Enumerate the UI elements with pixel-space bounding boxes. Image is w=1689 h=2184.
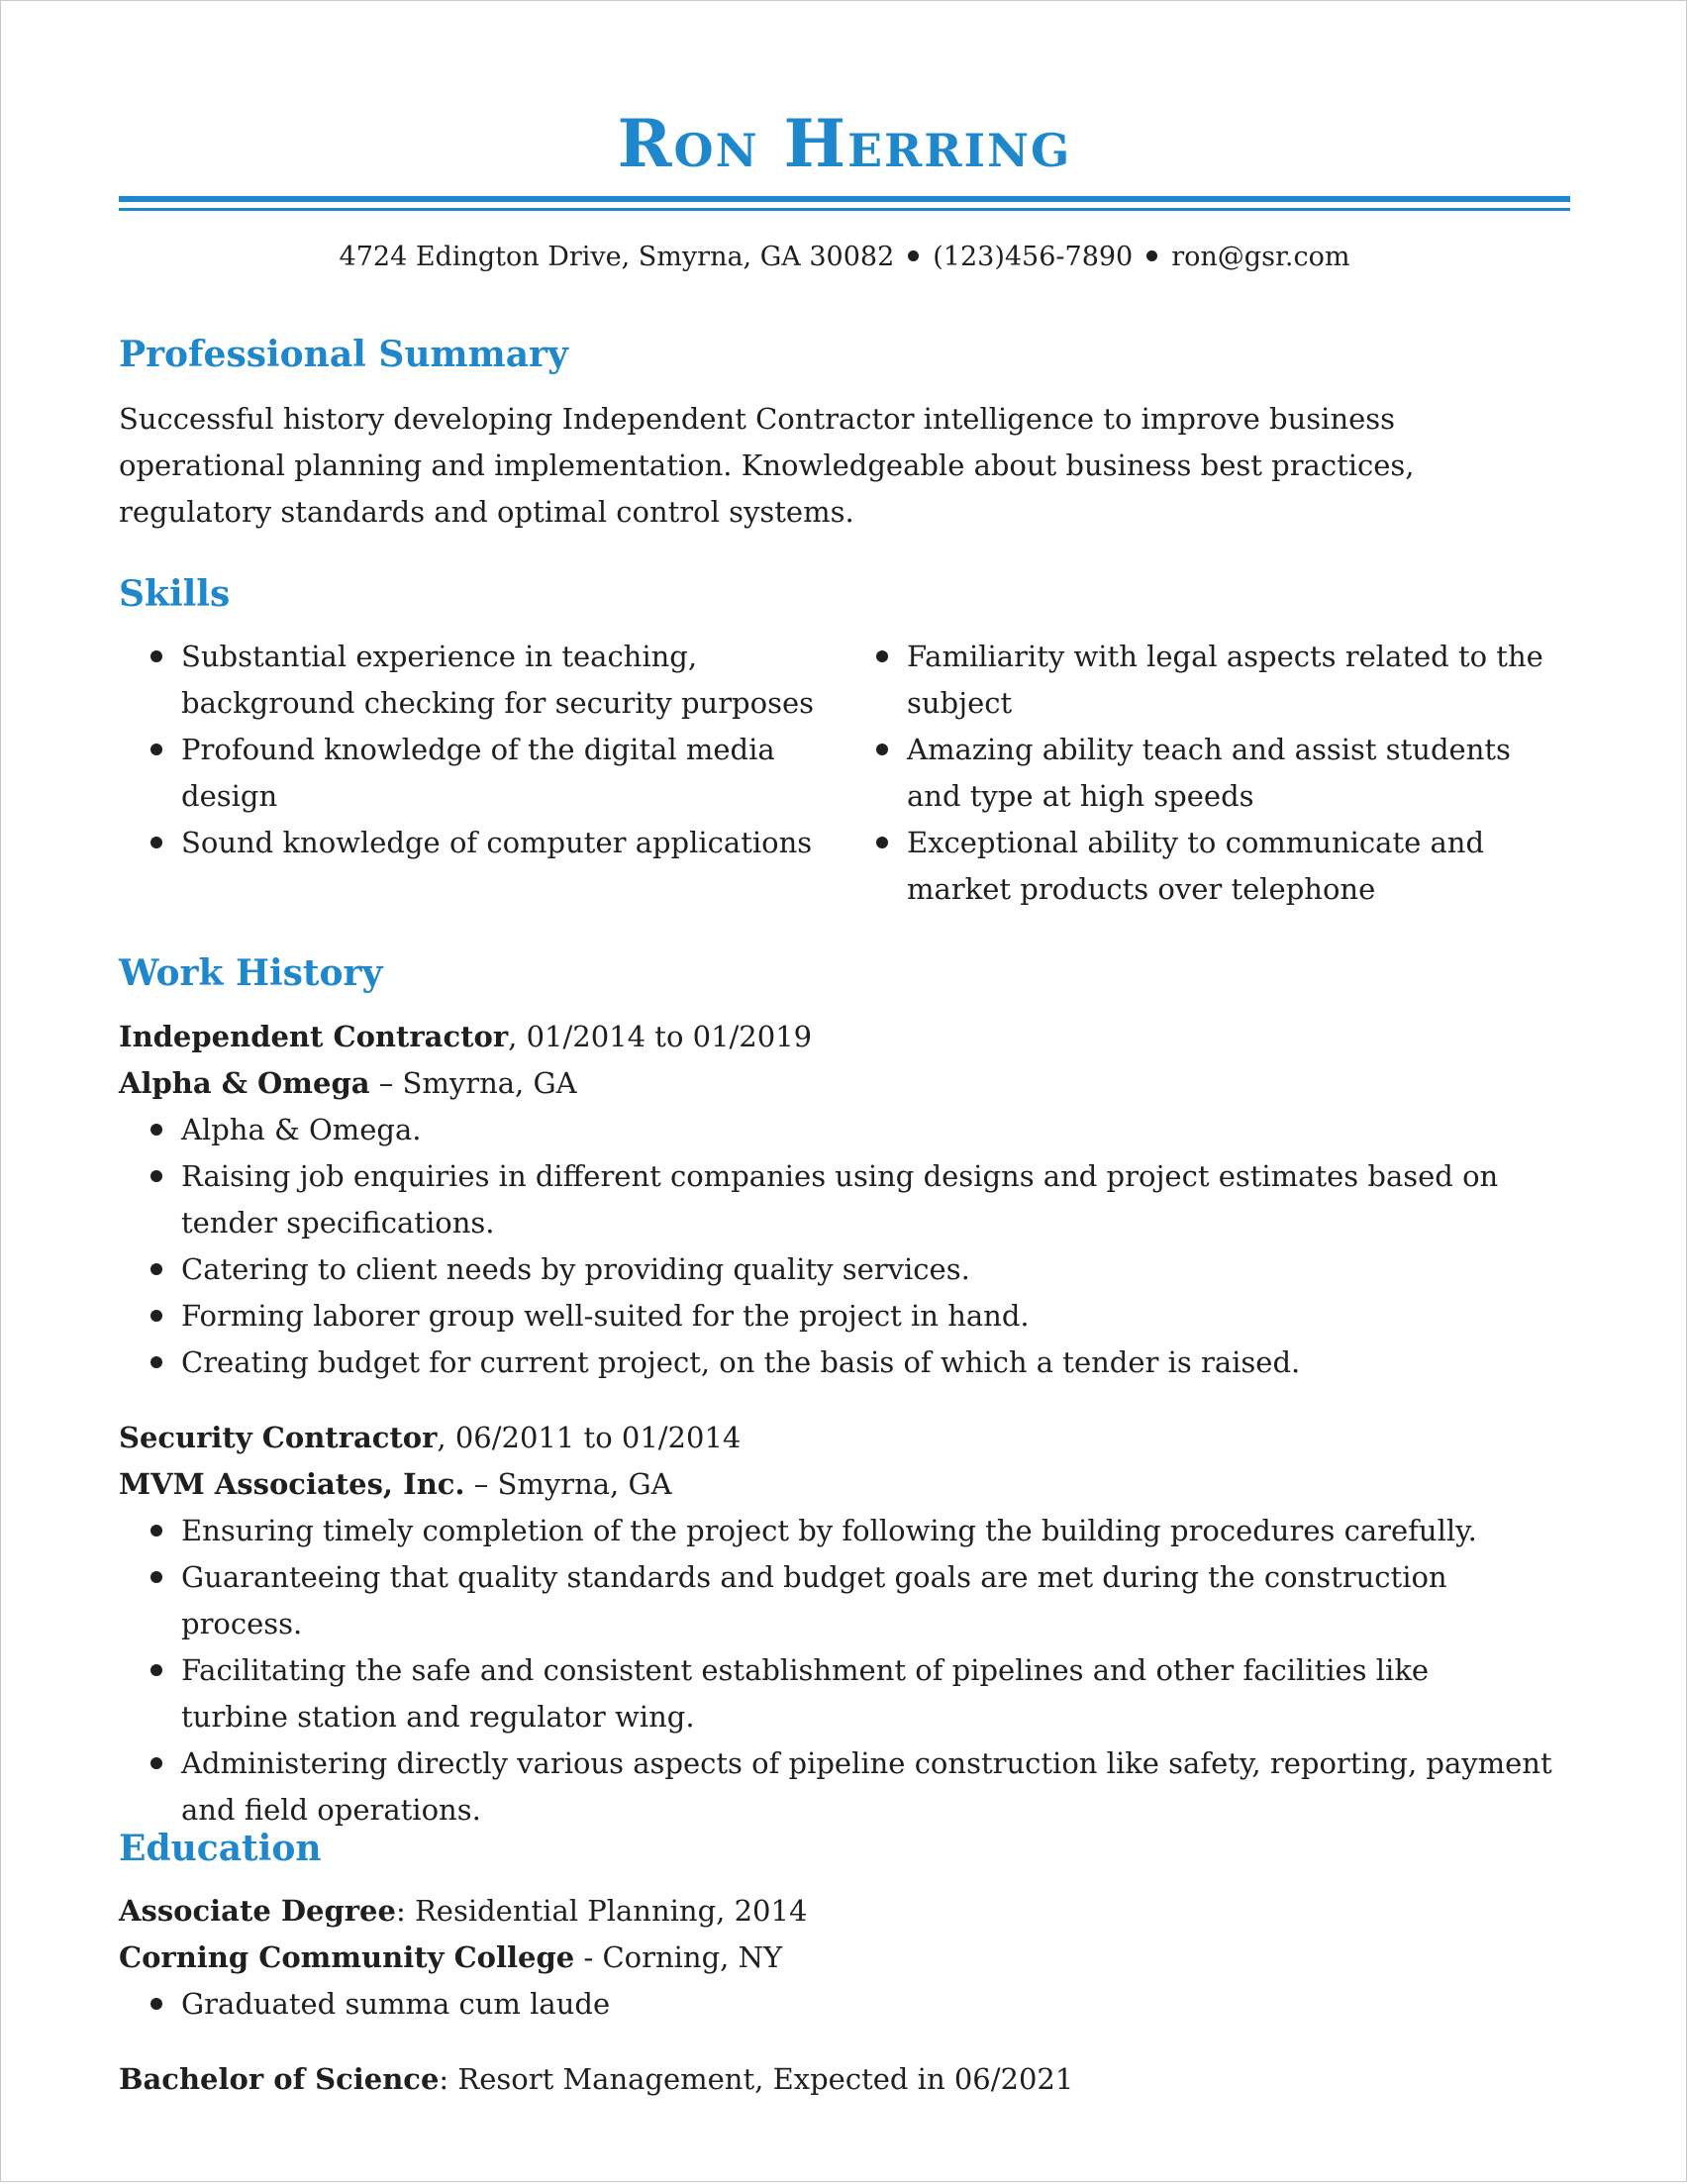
edu-school: Corning Community College xyxy=(119,1940,575,1974)
job-company-line xyxy=(119,1461,672,1508)
bullet-dot xyxy=(876,650,888,662)
edu-school-line xyxy=(119,1935,782,1981)
edu-degree: Associate Degree xyxy=(119,1894,396,1928)
skill-item: Exceptional ability to communicate and market products over telephone xyxy=(844,820,1570,913)
edu-degree-line xyxy=(119,2056,1073,2103)
job-bullet: Ensuring timely completion of the project by following the building procedures carefully. xyxy=(119,1508,1570,1554)
edu-detail: : Resort Management, Expected in 06/2021 xyxy=(439,2062,1074,2096)
contact-phone: (123)456-7890 xyxy=(933,242,1134,272)
edu-degree: Bachelor of Science xyxy=(119,2062,440,2096)
edu-bullets xyxy=(119,1981,1570,2028)
header-rule-thin xyxy=(119,208,1570,211)
job-bullet: Guaranteeing that quality standards and budget goals are met during the construction process. xyxy=(119,1554,1570,1647)
bullet-dot xyxy=(150,1170,162,1182)
job-dates: , 01/2014 to 01/2019 xyxy=(508,1020,813,1053)
job-bullet: Forming laborer group well-suited for the project in hand. xyxy=(119,1293,1570,1340)
bullet-dot xyxy=(150,837,162,848)
skills-list-right xyxy=(844,634,1570,913)
job-bullet: Creating budget for current project, on the basis of which a tender is raised. xyxy=(119,1340,1570,1386)
section-title-education: Education xyxy=(119,1828,322,1869)
job-bullets xyxy=(119,1107,1570,1386)
contact-email: ron@gsr.com xyxy=(1171,242,1350,272)
job-title-line xyxy=(119,1014,812,1060)
skill-item: Familiarity with legal aspects related to the subject xyxy=(844,634,1570,727)
job-bullets xyxy=(119,1508,1570,1834)
edu-location: - Corning, NY xyxy=(574,1940,783,1974)
job-dates: , 06/2011 to 01/2014 xyxy=(437,1421,742,1454)
job-bullet: Catering to client needs by providing quality services. xyxy=(119,1246,1570,1293)
job-title-line xyxy=(119,1415,741,1461)
bullet-dot xyxy=(150,1124,162,1136)
skill-item: Amazing ability teach and assist students and type at high speeds xyxy=(844,727,1570,820)
job-bullet: Raising job enquiries in different companies using designs and project estimates based on tender specifications. xyxy=(119,1153,1570,1246)
contact-address: 4724 Edington Drive, Smyrna, GA 30082 xyxy=(339,242,895,272)
section-title-work: Work History xyxy=(119,952,383,994)
separator-dot xyxy=(908,250,919,261)
bullet-dot xyxy=(876,744,888,755)
summary-text: Successful history developing Independent Contractor intelligence to improve business operational planning and implementation. Knowledgeable about business best practices, regulatory standards and optimal control systems. xyxy=(119,402,1415,529)
bullet-dot xyxy=(876,837,888,848)
bullet-dot xyxy=(150,650,162,662)
edu-degree-line xyxy=(119,1888,807,1935)
bullet-dot xyxy=(150,1664,162,1676)
bullet-dot xyxy=(150,1525,162,1537)
bullet-dot xyxy=(150,1310,162,1322)
job-company: MVM Associates, Inc. xyxy=(119,1467,465,1501)
skill-item: Profound knowledge of the digital media design xyxy=(119,727,822,820)
separator-dot xyxy=(1146,250,1157,261)
bullet-dot xyxy=(150,744,162,755)
skill-item: Sound knowledge of computer applications xyxy=(119,820,822,866)
job-role: Independent Contractor xyxy=(119,1020,509,1053)
bullet-dot xyxy=(150,1998,162,2010)
header-rule-thick xyxy=(119,196,1570,202)
candidate-name: Ron Herring xyxy=(617,105,1072,182)
edu-bullet: Graduated summa cum laude xyxy=(119,1981,1570,2028)
bullet-dot xyxy=(150,1571,162,1583)
job-bullet: Alpha & Omega. xyxy=(119,1107,1570,1153)
section-title-skills: Skills xyxy=(119,573,231,615)
job-company: Alpha & Omega xyxy=(119,1066,370,1100)
bullet-dot xyxy=(150,1757,162,1769)
edu-detail: : Residential Planning, 2014 xyxy=(395,1894,808,1928)
contact-line xyxy=(119,238,1570,277)
job-location: – Smyrna, GA xyxy=(369,1066,577,1100)
job-location: – Smyrna, GA xyxy=(464,1467,672,1501)
skill-item: Substantial experience in teaching, background checking for security purposes xyxy=(119,634,822,727)
skills-list-left xyxy=(119,634,822,866)
job-bullet: Administering directly various aspects of pipeline construction like safety, reporting, payment and field operations. xyxy=(119,1740,1570,1834)
job-company-line xyxy=(119,1060,577,1107)
job-role: Security Contractor xyxy=(119,1421,438,1454)
bullet-dot xyxy=(150,1356,162,1368)
job-bullet: Facilitating the safe and consistent establishment of pipelines and other facilities like turbine station and regulator wing. xyxy=(119,1647,1570,1740)
section-title-summary: Professional Summary xyxy=(119,334,568,375)
bullet-dot xyxy=(150,1263,162,1275)
